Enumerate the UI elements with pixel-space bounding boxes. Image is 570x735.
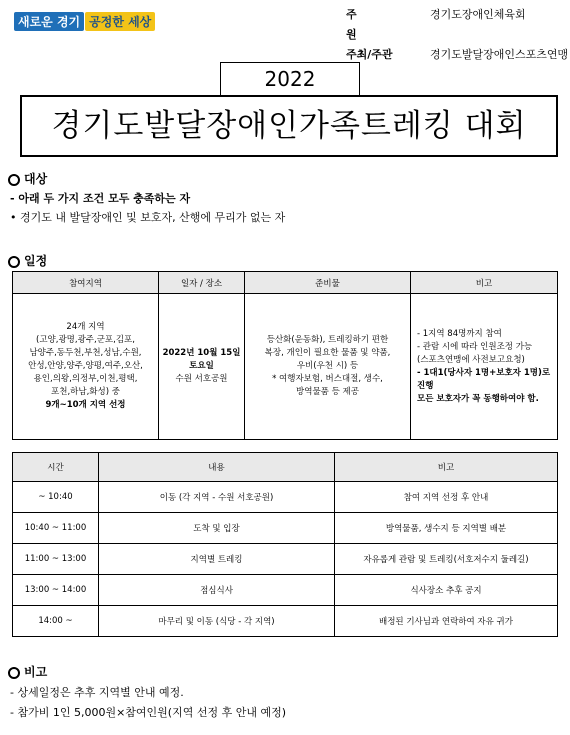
header-supplies: 준비물 — [245, 272, 411, 294]
header-region: 참여지역 — [13, 272, 159, 294]
organizers — [346, 5, 568, 65]
host-label: 주최/주관 — [346, 48, 393, 61]
header-date-place: 일자 / 장소 — [159, 272, 245, 294]
remarks-line-2: - 참가비 1인 5,000원×참여인원(지역 선정 후 안내 예정) — [10, 706, 287, 719]
regions-cell: 24개 지역 (고양,광명,광주,군포,김포, 남양주,동두천,부천,성남,수원, 안성,안양,양주,양평,여주,오산, 용인,의왕,의정부,이천,평택, 포천,하남,화성) 중 9개~10개 지역 선정 — [13, 294, 159, 440]
notes-cell: - 1지역 84명까지 참여 - 관람 시에 따라 인원조정 가능 (스포츠연맹에 사전보고요청) - 1대1(당사자 1명+보호자 1명)로 진행 모든 보호자가 꼭 동행하여야 함. — [411, 294, 558, 440]
table-row: ~ 10:40 이동 (각 지역 - 수원 서호공원) 참여 지역 선정 후 안내 — [13, 482, 558, 513]
target-line-2: • 경기도 내 발달장애인 및 보호자, 산행에 무리가 없는 자 — [10, 211, 286, 224]
info-table — [12, 271, 558, 440]
header-content: 내용 — [99, 453, 335, 482]
target-line-1: - 아래 두 가지 조건 모두 충족하는 자 — [10, 192, 191, 205]
supplies-cell: 등산화(운동화), 트레킹하기 편한 복장, 개인이 필요한 물품 및 약품, 우비(우천 시) 등 * 여행자보험, 버스대절, 생수, 방역물품 등 제공 — [245, 294, 411, 440]
circle-bullet-icon — [8, 174, 20, 186]
logo-part2: 공정한 세상 — [85, 12, 155, 31]
table-row: 11:00 ~ 13:00 지역별 트레킹 자유롭게 관람 및 트레킹(서호저수지 둘레길) — [13, 544, 558, 575]
table-row: 14:00 ~ 마무리 및 이동 (식당 - 각 지역) 배정된 기사님과 연락하여 자유 귀가 — [13, 606, 558, 637]
timetable — [12, 452, 558, 637]
circle-bullet-icon — [8, 256, 20, 268]
year: 2022 — [220, 62, 360, 96]
sponsor-label: 주 원 — [346, 8, 383, 41]
header-time: 시간 — [13, 453, 99, 482]
remarks-heading: 비고 — [8, 663, 47, 680]
circle-bullet-icon — [8, 667, 20, 679]
logo — [14, 12, 155, 31]
schedule-heading: 일정 — [8, 252, 47, 269]
header-remark: 비고 — [335, 453, 558, 482]
sponsor: 경기도장애인체육회 — [430, 8, 526, 21]
table-row: 13:00 ~ 14:00 점심식사 식사장소 추후 공지 — [13, 575, 558, 606]
logo-part1: 새로운 경기 — [14, 12, 84, 31]
host: 경기도발달장애인스포츠연맹 — [430, 48, 569, 61]
target-heading: 대상 — [8, 170, 47, 187]
table-row: 10:40 ~ 11:00 도착 및 입장 방역물품, 생수지 등 지역별 배분 — [13, 513, 558, 544]
remarks-line-1: - 상세일정은 추후 지역별 안내 예정. — [10, 686, 184, 699]
page-title: 경기도발달장애인가족트레킹 대회 — [20, 95, 558, 157]
header-notes: 비고 — [411, 272, 558, 294]
date-place-cell: 2022년 10월 15일 토요일 수원 서호공원 — [159, 294, 245, 440]
